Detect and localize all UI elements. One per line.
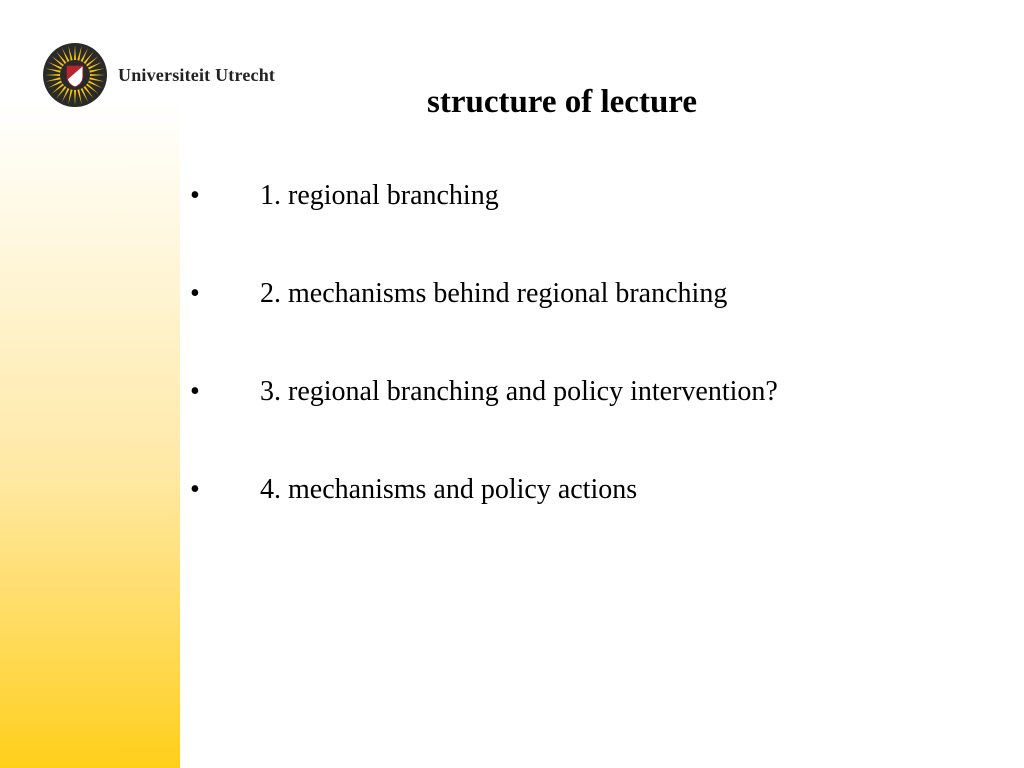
bullet-list (190, 180, 778, 572)
bullet-icon: • (190, 180, 200, 211)
list-item (190, 474, 778, 572)
list-item-text: 1. regional branching (260, 180, 499, 211)
list-item-text: 3. regional branching and policy intervention? (260, 376, 778, 407)
bullet-icon: • (190, 376, 200, 407)
bullet-icon: • (190, 278, 200, 309)
university-name: Universiteit Utrecht (118, 64, 276, 85)
slide-title: structure of lecture (426, 84, 697, 120)
university-sun-seal-icon (42, 42, 108, 108)
list-item-text: 4. mechanisms and policy actions (260, 474, 638, 505)
decorative-side-band (0, 100, 180, 768)
list-item-text: 2. mechanisms behind regional branching (260, 278, 728, 309)
list-item (190, 376, 778, 474)
bullet-icon: • (190, 474, 200, 505)
list-item (190, 278, 778, 376)
list-item (190, 180, 778, 278)
